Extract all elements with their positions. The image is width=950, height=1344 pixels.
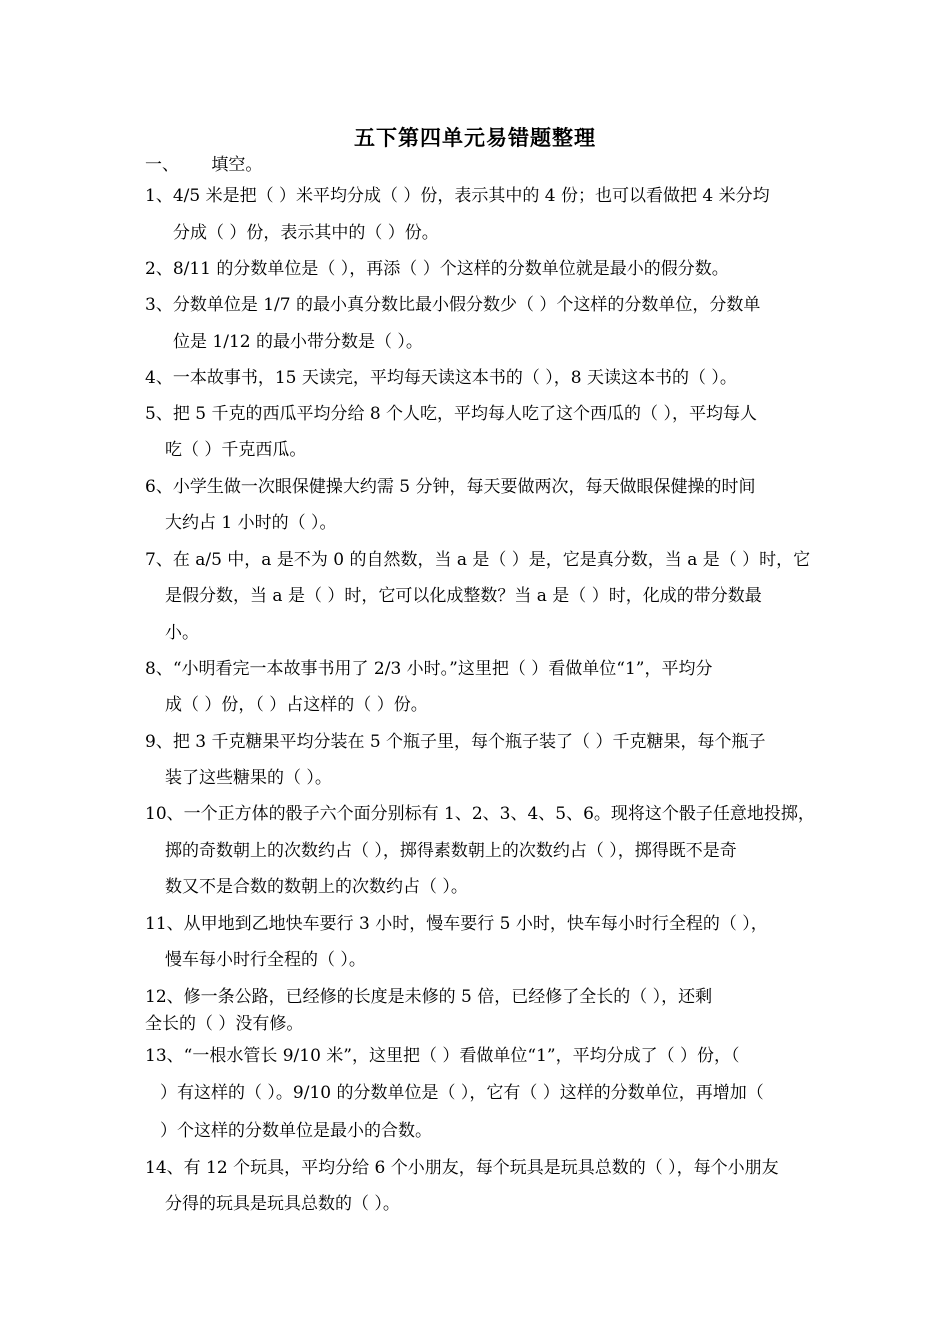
question-12-line-2: 全长的（ ）没有修。 <box>145 1014 304 1034</box>
question-3-line-2: 位是 1/12 的最小带分数是（ ）。 <box>173 332 423 352</box>
question-14-line-1: 14、有 12 个玩具，平均分给 6 个小朋友，每个玩具是玩具总数的（ ），每个小朋友 <box>145 1158 779 1178</box>
question-9-line-1: 9、把 3 千克糖果平均分装在 5 个瓶子里，每个瓶子装了（ ）千克糖果，每个瓶子 <box>145 732 766 752</box>
section-heading: 一、 填空。 <box>145 155 263 175</box>
question-11-line-1: 11、从甲地到乙地快车要行 3 小时，慢车要行 5 小时，快车每小时行全程的（ ）， <box>145 914 768 934</box>
question-10-line-1: 10、一个正方体的骰子六个面分别标有 1、2、3、4、5、6。现将这个骰子任意地投掷， <box>145 804 815 824</box>
question-13-line-2: ）有这样的（ ）。9/10 的分数单位是（ ），它有（ ）这样的分数单位，再增加（ <box>160 1083 764 1103</box>
question-4-line-1: 4、一本故事书，15 天读完，平均每天读这本书的（ ），8 天读这本书的（ ）。 <box>145 368 737 388</box>
question-10-line-2: 掷的奇数朝上的次数约占（ ），掷得素数朝上的次数约占（ ），掷得既不是奇 <box>165 841 737 861</box>
question-5-line-2: 吃（ ）千克西瓜。 <box>165 440 307 460</box>
question-12-line-1: 12、修一条公路，已经修的长度是未修的 5 倍，已经修了全长的（ ），还剩 <box>145 987 713 1007</box>
question-6-line-1: 6、小学生做一次眼保健操大约需 5 分钟，每天要做两次，每天做眼保健操的时间 <box>145 477 756 497</box>
question-8-line-2: 成（ ）份，（ ）占这样的（ ）份。 <box>165 695 428 715</box>
question-1-line-1: 1、4/5 米是把（ ）米平均分成（ ）份，表示其中的 4 份；也可以看做把 4 米分均 <box>145 186 770 206</box>
question-7-line-1: 7、在 a/5 中，a 是不为 0 的自然数，当 a 是（ ）是，它是真分数，当 a 是（ ）时，它 <box>145 550 811 570</box>
question-7-line-2: 是假分数，当 a 是（ ）时，它可以化成整数？当 a 是（ ）时，化成的带分数最 <box>165 586 762 606</box>
document-title: 五下第四单元易错题整理 <box>354 125 596 150</box>
question-8-line-1: 8、“小明看完一本故事书用了 2/3 小时。”这里把（ ）看做单位“1”，平均分 <box>145 659 713 679</box>
question-7-line-3: 小。 <box>165 623 199 643</box>
question-9-line-2: 装了这些糖果的（ ）。 <box>165 768 332 788</box>
question-3-line-1: 3、分数单位是 1/7 的最小真分数比最小假分数少（ ）个这样的分数单位，分数单 <box>145 295 761 315</box>
question-1-line-2: 分成（ ）份，表示其中的（ ）份。 <box>173 223 439 243</box>
question-5-line-1: 5、把 5 千克的西瓜平均分给 8 个人吃，平均每人吃了这个西瓜的（ ），平均每人 <box>145 404 757 424</box>
question-2-line-1: 2、8/11 的分数单位是（ ），再添（ ）个这样的分数单位就是最小的假分数。 <box>145 259 729 279</box>
question-11-line-2: 慢车每小时行全程的（ ）。 <box>165 950 366 970</box>
question-10-line-3: 数又不是合数的数朝上的次数约占（ ）。 <box>165 877 468 897</box>
question-13-line-1: 13、“一根水管长 9/10 米”，这里把（ ）看做单位“1”，平均分成了（ ）份，（ <box>145 1046 740 1066</box>
question-6-line-2: 大约占 1 小时的（ ）。 <box>165 513 337 533</box>
question-13-line-3: ）个这样的分数单位是最小的合数。 <box>160 1121 432 1141</box>
question-14-line-2: 分得的玩具是玩具总数的（ ）。 <box>165 1194 400 1214</box>
